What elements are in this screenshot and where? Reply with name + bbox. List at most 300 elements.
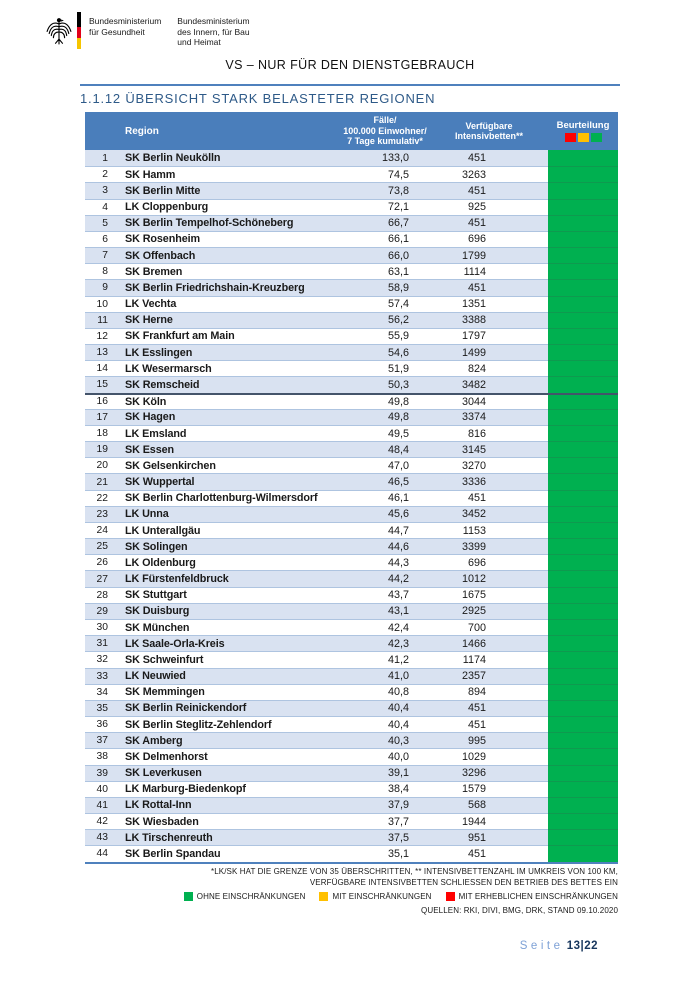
cell-rank: 29 [85,603,118,619]
cell-region: SK Leverkusen [118,765,340,781]
cell-beds: 2925 [430,603,548,619]
table-row [85,684,618,700]
cell-region: SK Berlin Charlottenburg-Wilmersdorf [118,490,340,506]
table-row [85,409,618,425]
cell-region: SK Amberg [118,732,340,748]
cell-rank: 17 [85,409,118,425]
cell-rank: 22 [85,490,118,506]
legend-square-icon [319,892,328,901]
table-body [85,150,618,862]
assessment-status-cell [548,765,618,781]
cell-cases: 55,9 [340,328,430,344]
ministry-health-label [89,12,161,37]
cell-region: LK Rottal-Inn [118,797,340,813]
cell-region: SK Stuttgart [118,587,340,603]
cell-rank: 12 [85,328,118,344]
cell-beds: 1499 [430,344,548,360]
cell-rank: 26 [85,554,118,570]
column-header-beds [430,112,548,150]
table-row [85,360,618,376]
table-header-row [85,112,618,150]
header-rank-spacer [85,112,118,150]
cell-rank: 3 [85,182,118,198]
assessment-status-cell [548,732,618,748]
cell-cases: 44,6 [340,538,430,554]
ministry-health-line2: für Gesundheit [89,26,145,37]
assessment-status-cell [548,845,618,861]
cell-rank: 24 [85,522,118,538]
cell-beds: 3263 [430,166,548,182]
ministry-interior-line1: Bundesministerium [177,16,250,26]
cell-region: LK Cloppenburg [118,199,340,215]
cell-rank: 14 [85,360,118,376]
cell-beds: 1174 [430,651,548,667]
assessment-square-icon [578,133,589,142]
cell-rank: 19 [85,441,118,457]
cell-cases: 49,8 [340,409,430,425]
table-row [85,797,618,813]
table-row [85,263,618,279]
assessment-status-cell [548,199,618,215]
cell-region: SK Hamm [118,166,340,182]
cell-cases: 37,9 [340,797,430,813]
cell-rank: 7 [85,247,118,263]
legend-square-icon [446,892,455,901]
cell-rank: 37 [85,732,118,748]
table-row [85,231,618,247]
cell-region: SK Gelsenkirchen [118,457,340,473]
cell-rank: 25 [85,538,118,554]
cell-cases: 74,5 [340,166,430,182]
cell-rank: 21 [85,473,118,489]
cell-rank: 39 [85,765,118,781]
column-header-assessment [548,112,618,150]
cases-header-line2: 100.000 Einwohner/ [343,125,427,136]
assessment-status-cell [548,570,618,586]
page-footer [520,940,598,952]
table-row [85,296,618,312]
cell-cases: 37,5 [340,829,430,845]
cell-beds: 451 [430,215,548,231]
cell-beds: 824 [430,360,548,376]
assessment-status-cell [548,797,618,813]
cell-region: SK Remscheid [118,376,340,392]
cell-rank: 43 [85,829,118,845]
cell-rank: 1 [85,150,118,166]
cell-rank: 15 [85,376,118,392]
cell-region: SK Solingen [118,538,340,554]
table-row [85,215,618,231]
cell-cases: 133,0 [340,150,430,166]
cell-rank: 9 [85,279,118,295]
cell-rank: 32 [85,651,118,667]
table-row [85,700,618,716]
assessment-status-cell [548,716,618,732]
table-notes [85,866,618,916]
assessment-status-cell [548,441,618,457]
column-header-cases [340,112,430,150]
cell-cases: 40,3 [340,732,430,748]
cell-rank: 34 [85,684,118,700]
cell-region: SK Hagen [118,409,340,425]
assessment-status-cell [548,393,618,409]
cell-beds: 451 [430,845,548,861]
cell-cases: 46,1 [340,490,430,506]
cell-beds: 3145 [430,441,548,457]
cell-region: LK Unterallgäu [118,522,340,538]
assessment-status-cell [548,829,618,845]
cell-rank: 33 [85,668,118,684]
legend-square-icon [184,892,193,901]
cell-beds: 1012 [430,570,548,586]
cell-beds: 1944 [430,813,548,829]
cell-cases: 51,9 [340,360,430,376]
assessment-status-cell [548,296,618,312]
cell-beds: 568 [430,797,548,813]
cell-beds: 1579 [430,781,548,797]
cell-beds: 1029 [430,748,548,764]
table-row [85,651,618,667]
cell-beds: 3270 [430,457,548,473]
cell-cases: 40,8 [340,684,430,700]
footnote-line2: VERFÜGBARE INTENSIVBETTEN SCHLIESSEN DEN BETRIEB DES BETTES EIN [309,878,618,887]
table-row [85,538,618,554]
cell-rank: 2 [85,166,118,182]
cell-rank: 13 [85,344,118,360]
cell-cases: 46,5 [340,473,430,489]
cell-cases: 42,4 [340,619,430,635]
table-row [85,490,618,506]
table-row [85,587,618,603]
cell-beds: 1114 [430,263,548,279]
assessment-status-cell [548,279,618,295]
cell-beds: 696 [430,231,548,247]
cell-region: SK Berlin Steglitz-Zehlendorf [118,716,340,732]
footnote-line1: *LK/SK HAT DIE GRENZE VON 35 ÜBERSCHRITTEN, ** INTENSIVBETTENZAHL IM UMKREIS VON 100 KM, [211,867,618,876]
cell-cases: 44,2 [340,570,430,586]
cell-beds: 816 [430,425,548,441]
cell-beds: 451 [430,716,548,732]
cell-beds: 451 [430,490,548,506]
cell-rank: 18 [85,425,118,441]
table-row [85,328,618,344]
cell-region: SK Rosenheim [118,231,340,247]
cell-beds: 1466 [430,635,548,651]
assessment-status-cell [548,635,618,651]
assessment-status-cell [548,328,618,344]
assessment-status-cell [548,522,618,538]
cell-rank: 42 [85,813,118,829]
table-row [85,748,618,764]
cell-beds: 451 [430,150,548,166]
cell-region: LK Wesermarsch [118,360,340,376]
cell-cases: 66,1 [340,231,430,247]
cell-cases: 72,1 [340,199,430,215]
cell-cases: 49,8 [340,393,430,409]
cell-beds: 3388 [430,312,548,328]
assessment-status-cell [548,490,618,506]
cell-beds: 451 [430,279,548,295]
cell-region: SK Berlin Spandau [118,845,340,861]
cell-beds: 696 [430,554,548,570]
cell-region: LK Emsland [118,425,340,441]
assessment-square-icon [565,133,576,142]
assessment-header-label: Beurteilung [556,120,610,131]
ministry-health-line1: Bundesministerium [89,16,162,26]
cell-cases: 66,0 [340,247,430,263]
cell-cases: 66,7 [340,215,430,231]
classification-banner: VS – NUR FÜR DEN DIENSTGEBRAUCH [225,58,475,72]
cell-region: SK Bremen [118,263,340,279]
cell-cases: 54,6 [340,344,430,360]
cell-beds: 1351 [430,296,548,312]
table-row [85,668,618,684]
assessment-status-cell [548,150,618,166]
cell-cases: 48,4 [340,441,430,457]
cell-cases: 47,0 [340,457,430,473]
cell-cases: 41,2 [340,651,430,667]
assessment-status-cell [548,684,618,700]
cell-beds: 1797 [430,328,548,344]
table-row [85,635,618,651]
beds-header-line2: Intensivbetten** [454,131,523,141]
cell-cases: 57,4 [340,296,430,312]
cell-cases: 43,7 [340,587,430,603]
assessment-status-cell [548,506,618,522]
assessment-status-cell [548,587,618,603]
assessment-square-icon [591,133,602,142]
cell-cases: 44,7 [340,522,430,538]
cell-cases: 50,3 [340,376,430,392]
cell-region: LK Neuwied [118,668,340,684]
cell-rank: 8 [85,263,118,279]
header-divider-rule [80,84,620,86]
cell-beds: 1799 [430,247,548,263]
assessment-status-cell [548,425,618,441]
cell-rank: 31 [85,635,118,651]
page-footer-label: Seite [519,940,564,952]
table-row [85,312,618,328]
table-row [85,732,618,748]
assessment-status-cell [548,619,618,635]
cell-region: LK Oldenburg [118,554,340,570]
table-row [85,182,618,198]
cell-region: SK Frankfurt am Main [118,328,340,344]
assessment-status-cell [548,182,618,198]
cell-beds: 995 [430,732,548,748]
cell-cases: 40,4 [340,700,430,716]
legend-label: MIT EINSCHRÄNKUNGEN [332,892,432,901]
cell-beds: 451 [430,700,548,716]
cell-cases: 39,1 [340,765,430,781]
table-row [85,619,618,635]
assessment-status-cell [548,603,618,619]
cell-rank: 38 [85,748,118,764]
cell-rank: 44 [85,845,118,861]
cell-region: SK Wuppertal [118,473,340,489]
assessment-status-cell [548,376,618,392]
cell-region: LK Vechta [118,296,340,312]
table-row [85,603,618,619]
assessment-status-cell [548,473,618,489]
table-row [85,506,618,522]
assessment-status-cell [548,748,618,764]
cell-region: SK Berlin Friedrichshain-Kreuzberg [118,279,340,295]
cell-region: LK Fürstenfeldbruck [118,570,340,586]
cases-header-line1: Fälle/ [373,115,397,126]
cell-rank: 20 [85,457,118,473]
table-row [85,166,618,182]
table-row [85,279,618,295]
table-row [85,813,618,829]
assessment-status-cell [548,247,618,263]
cell-rank: 11 [85,312,118,328]
regions-table [85,112,618,864]
cell-region: SK Schweinfurt [118,651,340,667]
table-row [85,441,618,457]
assessment-status-cell [548,554,618,570]
table-row [85,473,618,489]
assessment-status-cell [548,312,618,328]
cell-region: SK Berlin Reinickendorf [118,700,340,716]
cell-cases: 44,3 [340,554,430,570]
cell-cases: 37,7 [340,813,430,829]
cell-rank: 40 [85,781,118,797]
cell-beds: 1153 [430,522,548,538]
beds-header-line1: Verfügbare [465,120,513,131]
table-row [85,765,618,781]
assessment-status-cell [548,344,618,360]
cell-region: SK Essen [118,441,340,457]
legend-item [184,891,306,902]
cell-beds: 925 [430,199,548,215]
legend-label: OHNE EINSCHRÄNKUNGEN [196,892,306,901]
assessment-status-cell [548,457,618,473]
cell-beds: 3374 [430,409,548,425]
assessment-status-cell [548,409,618,425]
assessment-status-cell [548,538,618,554]
table-row [85,570,618,586]
cell-beds: 451 [430,182,548,198]
cell-rank: 27 [85,570,118,586]
assessment-status-cell [548,813,618,829]
cell-region: SK München [118,619,340,635]
cell-region: SK Berlin Neukölln [118,150,340,166]
cell-region: SK Berlin Tempelhof-Schöneberg [118,215,340,231]
federal-eagle-icon [45,13,73,47]
column-header-region-label: Region [125,125,159,137]
cell-rank: 41 [85,797,118,813]
cell-cases: 38,4 [340,781,430,797]
sources-line: QUELLEN: RKI, DIVI, BMG, DRK, STAND 09.10.2020 [421,906,618,915]
cell-beds: 894 [430,684,548,700]
table-row [85,457,618,473]
cell-region: SK Delmenhorst [118,748,340,764]
table-row [85,554,618,570]
cell-beds: 3044 [430,393,548,409]
cell-cases: 43,1 [340,603,430,619]
cell-region: LK Saale-Orla-Kreis [118,635,340,651]
cell-cases: 41,0 [340,668,430,684]
assessment-status-cell [548,781,618,797]
legend-item [319,891,431,902]
assessment-status-cell [548,668,618,684]
cell-beds: 2357 [430,668,548,684]
cell-region: SK Köln [118,393,340,409]
page-footer-number: 13|22 [566,940,598,952]
cell-cases: 49,5 [340,425,430,441]
cell-region: SK Offenbach [118,247,340,263]
assessment-status-cell [548,166,618,182]
cell-rank: 5 [85,215,118,231]
cell-beds: 700 [430,619,548,635]
table-row [85,393,618,409]
cell-region: LK Unna [118,506,340,522]
cell-cases: 35,1 [340,845,430,861]
assessment-header-squares [565,133,602,142]
cell-cases: 56,2 [340,312,430,328]
assessment-status-cell [548,263,618,279]
cell-region: SK Duisburg [118,603,340,619]
table-row [85,845,618,861]
cell-cases: 58,9 [340,279,430,295]
cell-beds: 3452 [430,506,548,522]
cell-region: SK Herne [118,312,340,328]
table-row [85,247,618,263]
table-row [85,522,618,538]
table-row [85,781,618,797]
table-row [85,344,618,360]
cell-region: SK Memmingen [118,684,340,700]
table-row [85,150,618,166]
section-title: 1.1.12 ÜBERSICHT STARK BELASTETER REGIONEN [80,91,436,106]
ministry-interior-line3: und Heimat [177,37,221,47]
cell-rank: 6 [85,231,118,247]
cell-region: LK Marburg-Biedenkopf [118,781,340,797]
table-row [85,829,618,845]
legend-item [446,891,618,902]
table-row [85,716,618,732]
cell-rank: 4 [85,199,118,215]
cell-rank: 35 [85,700,118,716]
cell-cases: 40,4 [340,716,430,732]
assessment-status-cell [548,360,618,376]
assessment-status-cell [548,651,618,667]
cell-beds: 3336 [430,473,548,489]
cell-beds: 3296 [430,765,548,781]
assessment-status-cell [548,700,618,716]
cell-cases: 45,6 [340,506,430,522]
cell-rank: 36 [85,716,118,732]
column-header-region [118,112,340,150]
legend-label: MIT ERHEBLICHEN EINSCHRÄNKUNGEN [458,892,618,901]
cell-region: SK Wiesbaden [118,813,340,829]
cell-rank: 16 [85,393,118,409]
cell-cases: 42,3 [340,635,430,651]
table-row [85,376,618,392]
logo-block [45,12,250,49]
ministry-interior-label [177,12,249,48]
flag-stripe-icon [77,12,81,49]
status-legend [85,891,618,902]
cell-beds: 3399 [430,538,548,554]
table-row [85,425,618,441]
cell-region: LK Esslingen [118,344,340,360]
table-row [85,199,618,215]
cell-rank: 30 [85,619,118,635]
assessment-status-cell [548,231,618,247]
cell-cases: 63,1 [340,263,430,279]
